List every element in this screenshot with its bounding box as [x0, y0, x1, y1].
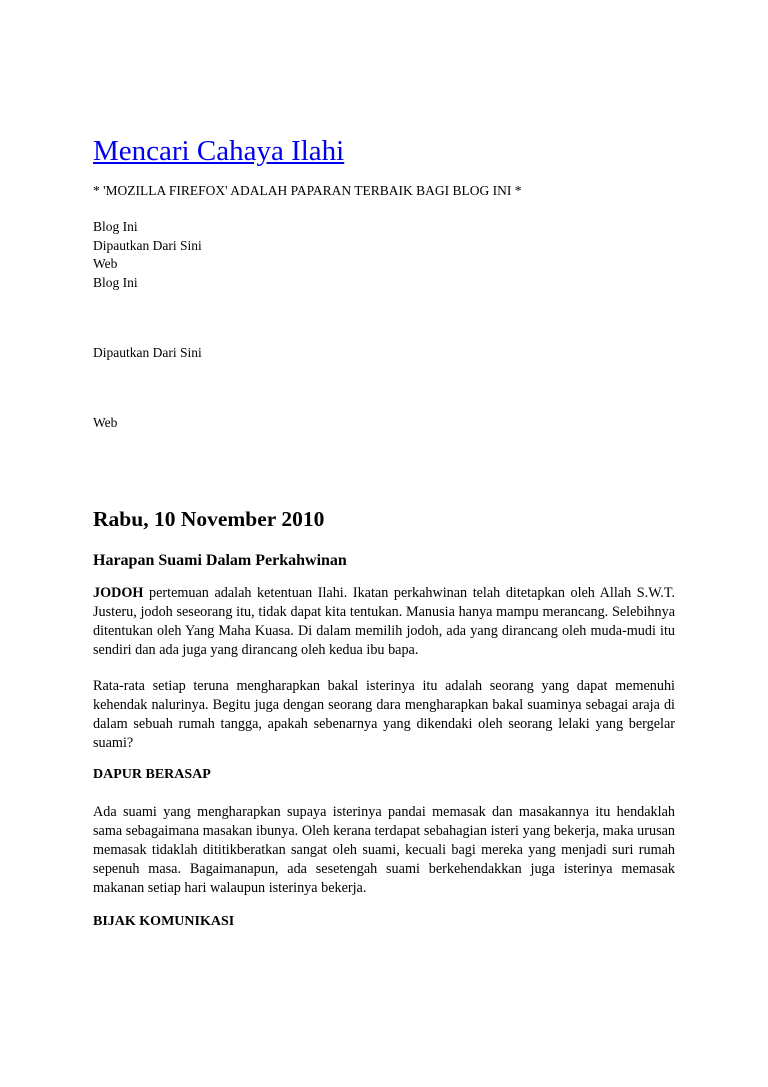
search-option-blog-radio[interactable]: Blog Ini: [93, 274, 138, 290]
post-paragraph-2: Rata-rata setiap teruna mengharapkan bakal isterinya itu adalah seorang yang dapat memenuhi kehendak nalurinya. Begitu juga dengan seorang dara mengharapkan bakal suaminya sebagai araja di dalam sebuah rumah tangga, apakah sebenarnya yang dikendaki oleh seorang lelaki yang bergelar suami?: [93, 678, 675, 751]
post-paragraph-intro: [93, 584, 675, 660]
search-option-linked[interactable]: Dipautkan Dari Sini: [93, 237, 202, 253]
post-date-header: Rabu, 10 November 2010: [93, 507, 325, 531]
intro-lead-word: JODOH: [93, 585, 144, 601]
section-heading-komunikasi: BIJAK KOMUNIKASI: [93, 914, 235, 929]
search-option-blog[interactable]: Blog Ini: [93, 219, 138, 234]
search-option-web[interactable]: Web: [93, 256, 118, 271]
post-title[interactable]: Harapan Suami Dalam Perkahwinan: [93, 552, 347, 569]
search-scope-list: [93, 218, 202, 292]
radio-label-web[interactable]: Web: [93, 415, 118, 430]
blog-tagline: * 'MOZILLA FIREFOX' ADALAH PAPARAN TERBAIK BAGI BLOG INI *: [93, 183, 522, 198]
blog-title-link[interactable]: Mencari Cahaya Ilahi: [93, 135, 345, 167]
section-heading-dapur: DAPUR BERASAP: [93, 767, 211, 782]
radio-label-linked[interactable]: Dipautkan Dari Sini: [93, 345, 202, 360]
post-paragraph-3: Ada suami yang mengharapkan supaya isterinya pandai memasak dan masakannya itu hendaklah sama sebagaimana masakan ibunya. Oleh kerana terdapat sebahagian isteri yang bekerja, maka urusan memasak tidaklah dititikberatkan sangat oleh suami, kecuali bagi mereka yang menjadi suri rumah sepenuh masa. Bagaimanapun, ada sesetengah suami berkehendakkan juga isterinya memasak makanan setiap hari walaupun isterinya bekerja.: [93, 804, 675, 896]
intro-text: pertemuan adalah ketentuan Ilahi. Ikatan perkahwinan telah ditetapkan oleh Allah S.W.T. Justeru, jodoh seseorang itu, tidak dapat kita tentukan. Manusia hanya mampu merancang. Selebihnya ditentukan oleh Yang Maha Kuasa. Di dalam memilih jodoh, ada yang dirancang oleh muda-mudi itu sendiri dan ada juga yang dirancang oleh kedua ibu bapa.: [93, 585, 675, 658]
